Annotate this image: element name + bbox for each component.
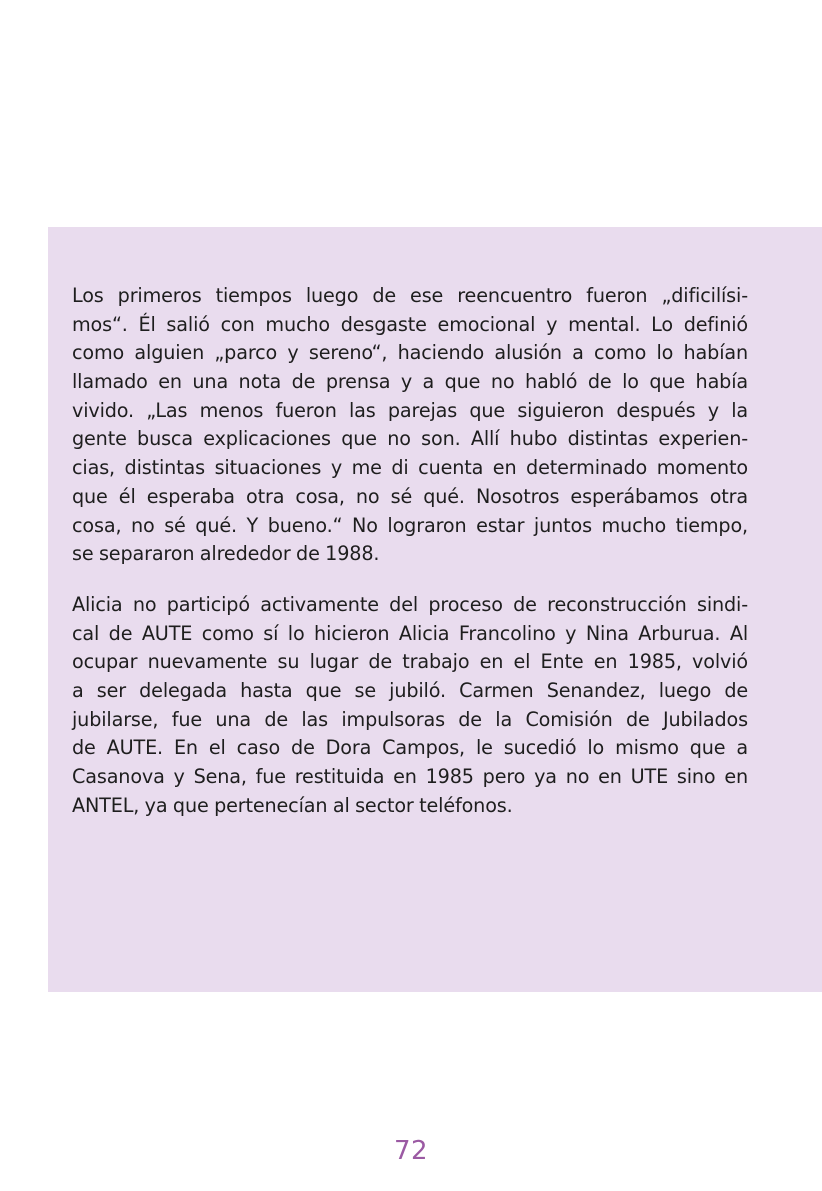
- text-line: cosa, no sé qué. Y bueno.“ No lograron estar juntos mucho tiempo,: [72, 513, 748, 537]
- text-line: cias, distintas situaciones y me di cuenta en determinado momento: [72, 456, 748, 480]
- text-line: Los primeros tiempos luego de ese reencuentro fueron „dificilísi-: [72, 284, 748, 307]
- text-line: de AUTE. En el caso de Dora Campos, le sucedió lo mismo que a: [72, 736, 748, 760]
- text-line: llamado en una nota de prensa y a que no habló de lo que había: [72, 370, 748, 394]
- text-line: Casanova y Sena, fue restituida en 1985 pero ya no en UTE sino en: [72, 765, 748, 789]
- text-line: se separaron alrededor de 1988.: [72, 542, 380, 566]
- text-line: mos“. Él salió con mucho desgaste emocional y mental. Lo definió: [72, 312, 748, 336]
- text-line: ocupar nuevamente su lugar de trabajo en el Ente en 1985, volvió: [72, 650, 748, 674]
- paragraph-2: [72, 591, 748, 821]
- text-line: gente busca explicaciones que no son. Allí hubo distintas experien-: [72, 427, 748, 451]
- text-line: cal de AUTE como sí lo hicieron Alicia Francolino y Nina Arburua. Al: [72, 621, 748, 645]
- text-line: como alguien „parco y sereno“, haciendo alusión a como lo habían: [72, 341, 748, 365]
- text-line: a ser delegada hasta que se jubiló. Carmen Senandez, luego de: [72, 679, 748, 703]
- paragraph-1: [72, 282, 748, 569]
- page-number: 72: [393, 1136, 429, 1166]
- text-line: ANTEL, ya que pertenecían al sector teléfonos.: [72, 793, 513, 817]
- text-line: que él esperaba otra cosa, no sé qué. Nosotros esperábamos otra: [72, 484, 748, 508]
- text-line: vivido. „Las menos fueron las parejas que siguieron después y la: [72, 398, 748, 422]
- text-line: Alicia no participó activamente del proceso de reconstrucción sindi-: [72, 593, 748, 616]
- text-line: jubilarse, fue una de las impulsoras de la Comisión de Jubilados: [72, 707, 748, 731]
